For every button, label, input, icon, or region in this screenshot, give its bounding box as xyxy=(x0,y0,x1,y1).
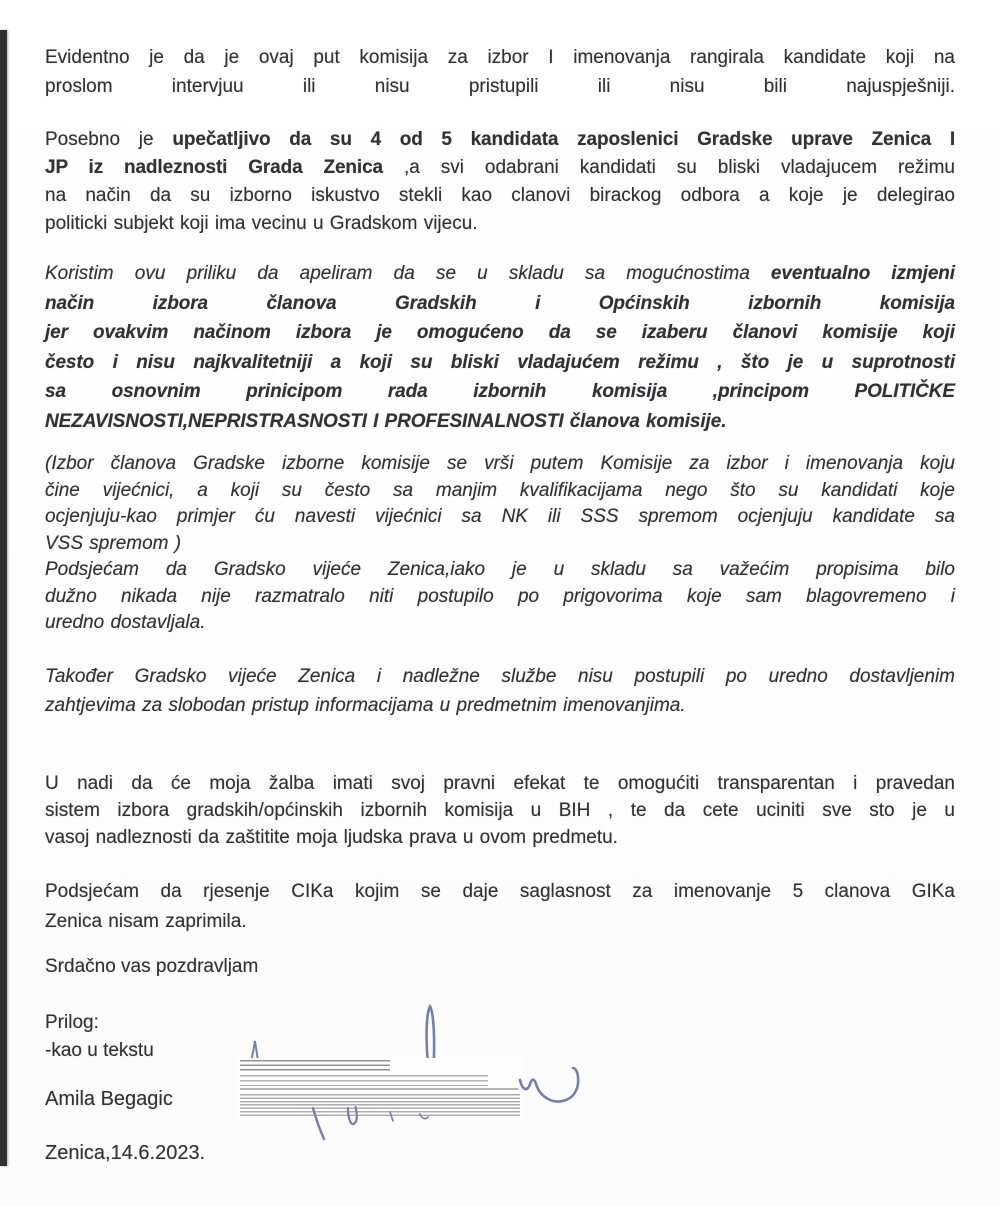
text-run: uredno dostavljala. xyxy=(45,612,206,633)
paragraph-line xyxy=(45,377,955,407)
text-run: zahtjevima za slobodan pristup informacijama u predmetnim imenovanjima. xyxy=(45,695,686,716)
paragraph-p1 xyxy=(45,43,955,101)
paragraph-line xyxy=(45,210,955,238)
text-run: Podsjećam da rjesenje CIKa kojim se daje saglasnost za imenovanje 5 clanova GIKa xyxy=(45,881,955,902)
paragraph-p5 xyxy=(45,662,955,720)
paragraph-p3 xyxy=(45,259,955,436)
micro-text-line-long xyxy=(240,1088,518,1090)
text-run: Posebno je xyxy=(45,129,173,150)
paragraph-line xyxy=(45,610,955,637)
paragraph-line xyxy=(45,584,955,611)
paragraph-line xyxy=(45,318,955,348)
text-run: često i nisu najkvalitetniji a koji su bliski vladajućem režimu , što je u suprotnosti xyxy=(45,351,955,373)
paragraph-line xyxy=(45,478,955,505)
paragraph-line xyxy=(45,451,955,478)
text-run: Također Gradsko vijeće Zenica i nadležne službe nisu postupili po uredno dostavljenim xyxy=(45,666,955,687)
text-run: Zenica nisam zaprimila. xyxy=(45,911,247,932)
paragraph-line xyxy=(45,877,955,907)
paragraph-p6 xyxy=(45,770,955,851)
text-run: Evidentno je da je ovaj put komisija za izbor I imenovanja rangirala kandidate koji na xyxy=(45,47,955,68)
scan-edge-artifact xyxy=(0,30,7,1166)
text-run: VSS spremom ) xyxy=(45,532,182,554)
text-run: način izbora članova Gradskih i Općinskih izbornih komisija xyxy=(45,292,955,314)
attachment-heading: Prilog: xyxy=(45,1012,99,1033)
paragraph-line xyxy=(45,662,955,691)
paragraph-line xyxy=(45,72,955,101)
signer-name: Amila Begagic xyxy=(45,1088,173,1110)
paragraph-line xyxy=(45,770,955,797)
paragraph-line xyxy=(45,557,955,584)
paragraph-p2 xyxy=(45,126,955,238)
micro-text-lines-medium xyxy=(240,1075,488,1086)
text-run: jer ovakvim načinom izbora je omogućeno da se izaberu članovi komisije koji xyxy=(45,322,955,343)
paragraph-line xyxy=(45,531,955,558)
paragraph-line xyxy=(45,182,955,210)
text-run: eventualno izmjeni xyxy=(770,263,955,284)
text-run: proslom intervjuu ili nisu pristupili ili nisu bili najuspješniji. xyxy=(45,76,955,97)
paragraph-line xyxy=(45,407,955,437)
paragraph-line xyxy=(45,504,955,531)
text-run: dužno nikada nije razmatralo niti postupilo po prigovorima koje sam blagovremeno i xyxy=(45,585,955,607)
paragraph-line xyxy=(45,797,955,824)
paragraph-line xyxy=(45,154,955,182)
paragraph-line xyxy=(45,289,955,319)
paragraph-p4 xyxy=(45,451,955,637)
text-run: NEZAVISNOSTI,NEPRISTRASNOSTI I PROFESINALNOSTI članova komisije. xyxy=(45,410,727,432)
micro-text-lines-dense xyxy=(240,1094,520,1116)
text-run: Koristim ovu priliku da apeliram da se u skladu sa mogućnostima xyxy=(45,263,771,284)
text-run: Podsjećam da Gradsko vijeće Zenica,iako je u skladu sa važećim propisima bilo xyxy=(45,559,955,580)
text-run: sa osnovnim prinicipom rada izbornih komisija ,principom POLITIČKE xyxy=(45,381,955,402)
text-run: ocjenjuju-kao primjer ću navesti vijećnici sa NK ili SSS spremom ocjenjuju kandidate sa xyxy=(45,506,955,527)
paragraph-line xyxy=(45,259,955,289)
micro-text-lines-short xyxy=(240,1060,390,1073)
paragraph-line xyxy=(45,691,955,720)
text-run: (Izbor članova Gradske izborne komisije se vrši putem Komisije za izbor i imenovanja koju xyxy=(45,453,955,474)
paragraph-line xyxy=(45,907,955,937)
text-run: vasoj nadleznosti da zaštitite moja ljudska prava u ovom predmetu. xyxy=(45,827,618,848)
text-run: upečatljivo da su 4 od 5 kandidata zaposlenici Gradske uprave Zenica I xyxy=(172,129,955,150)
place-and-date: Zenica,14.6.2023. xyxy=(45,1142,206,1164)
paragraph-line xyxy=(45,348,955,378)
text-run: sistem izbora gradskih/općinskih izbornih komisija u BIH , te da cete uciniti sve sto je u xyxy=(45,800,955,821)
paragraph-line xyxy=(45,43,955,72)
paragraph-p7 xyxy=(45,877,955,937)
text-run: politicki subjekt koji ima vecinu u Gradskom vijecu. xyxy=(45,213,478,234)
text-run: ,a svi odabrani kandidati su bliski vladajucem režimu xyxy=(383,157,955,178)
closing-salutation: Srdačno vas pozdravljam xyxy=(45,956,259,977)
text-run: U nadi da će moja žalba imati svoj pravni efekat te omogućiti transparentan i pravedan xyxy=(45,773,955,794)
attachment-item: -kao u tekstu xyxy=(45,1040,154,1061)
signature-micro-text-block xyxy=(238,1058,522,1118)
text-run: čine vijećnici, a koji su često sa manjim kvalifikacijama nego što su kandidati koje xyxy=(45,479,955,501)
paragraph-line xyxy=(45,824,955,851)
text-run: na način da su izborno iskustvo stekli kao clanovi birackog odbora a koje je delegirao xyxy=(45,185,955,206)
paragraph-line xyxy=(45,126,955,154)
text-run: JP iz nadleznosti Grada Zenica xyxy=(45,157,384,178)
